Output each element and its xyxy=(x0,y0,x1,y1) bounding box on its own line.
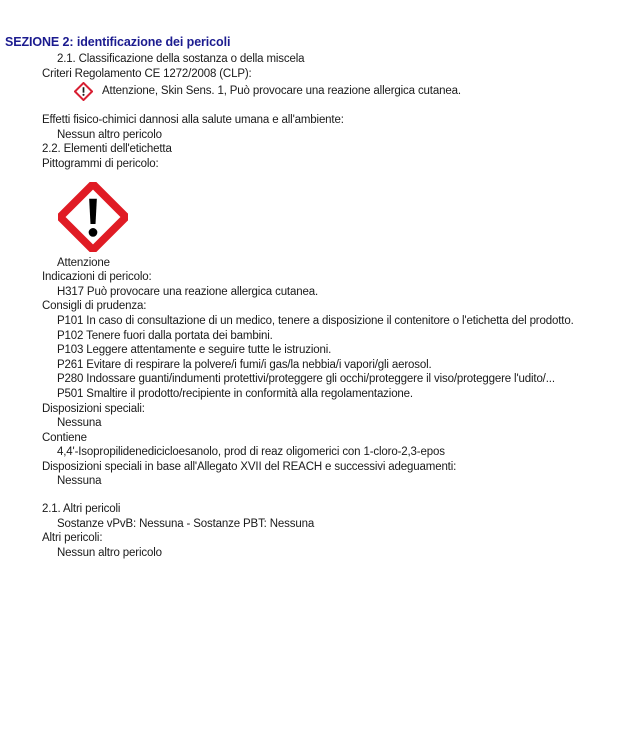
text-line-consigli-di-prudenza: Consigli di prudenza: xyxy=(42,300,147,313)
text-line-altri-pericoli: Altri pericoli: xyxy=(42,532,103,545)
text-line-pittogrammi-di-pericolo: Pittogrammi di pericolo: xyxy=(42,157,159,170)
text-line-vpvb-pbt: Sostanze vPvB: Nessuna - Sostanze PBT: Nessuna xyxy=(57,517,315,530)
text-line-attenzione: Attenzione xyxy=(57,256,110,269)
text-line-nessuna-2: Nessuna xyxy=(57,475,102,488)
spacer xyxy=(0,100,623,113)
text-line-effetti-fisico-chimici: Effetti fisico-chimici dannosi alla salute umana e all'ambiente: xyxy=(42,114,344,127)
text-line-classificazione: 2.1. Classificazione della sostanza o della miscela xyxy=(57,53,305,65)
text-line-nessuna-1: Nessuna xyxy=(57,417,102,430)
text-line-criteri-clp: Criteri Regolamento CE 1272/2008 (CLP): xyxy=(42,67,252,80)
ghs07-exclamation-mark-icon xyxy=(58,182,128,252)
text-line-disposizioni-allegato-xvii: Disposizioni speciali in base all'Allegato XVII del REACH e successivi adeguamenti: xyxy=(42,460,457,473)
ghs07-exclamation-mark-icon xyxy=(74,82,93,101)
text-line-elementi-etichetta: 2.2. Elementi dell'etichetta xyxy=(42,143,172,156)
document-body xyxy=(0,52,623,560)
text-line-p261: P261 Evitare di respirare la polvere/i fumi/i gas/la nebbia/i vapori/gli aerosol. xyxy=(57,358,432,371)
text-line-p280: P280 Indossare guanti/indumenti protettivi/proteggere gli occhi/proteggere il viso/proteggere l'udito/... xyxy=(57,373,555,386)
hazard-pictogram-block xyxy=(0,180,623,256)
text-line-p103: P103 Leggere attentamente e seguire tutte le istruzioni. xyxy=(57,344,332,357)
spacer xyxy=(0,489,623,502)
page-title: SEZIONE 2: identificazione dei pericoli xyxy=(5,35,231,49)
text-line-h317: H317 Può provocare una reazione allergica cutanea. xyxy=(57,285,319,298)
spacer xyxy=(0,172,623,180)
text-line-nessun-altro-pericolo-2: Nessun altro pericolo xyxy=(57,546,162,559)
text-line-attenzione-skin-sens: Attenzione, Skin Sens. 1, Può provocare una reazione allergica cutanea. xyxy=(102,85,461,98)
text-line-nessun-altro-pericolo-1: Nessun altro pericolo xyxy=(57,128,162,141)
text-line-altri-pericoli-heading: 2.1. Altri pericoli xyxy=(42,503,121,516)
text-line-contiene: Contiene xyxy=(42,431,87,444)
text-line-sostanza-chimica: 4,4'-Isopropilidenedicicloesanolo, prod di reaz oligomerici con 1-cloro-2,3-epos xyxy=(57,446,445,459)
text-line-p101: P101 In caso di consultazione di un medico, tenere a disposizione il contenitore o l'etichetta del prodotto. xyxy=(57,314,574,327)
text-line-p501: P501 Smaltire il prodotto/recipiente in conformità alla regolamentazione. xyxy=(57,387,413,400)
text-line-disposizioni-speciali: Disposizioni speciali: xyxy=(42,402,145,415)
text-line-p102: P102 Tenere fuori dalla portata dei bambini. xyxy=(57,329,273,342)
inline-pictogram-row xyxy=(57,81,623,100)
text-line-indicazioni-di-pericolo: Indicazioni di pericolo: xyxy=(42,271,152,284)
